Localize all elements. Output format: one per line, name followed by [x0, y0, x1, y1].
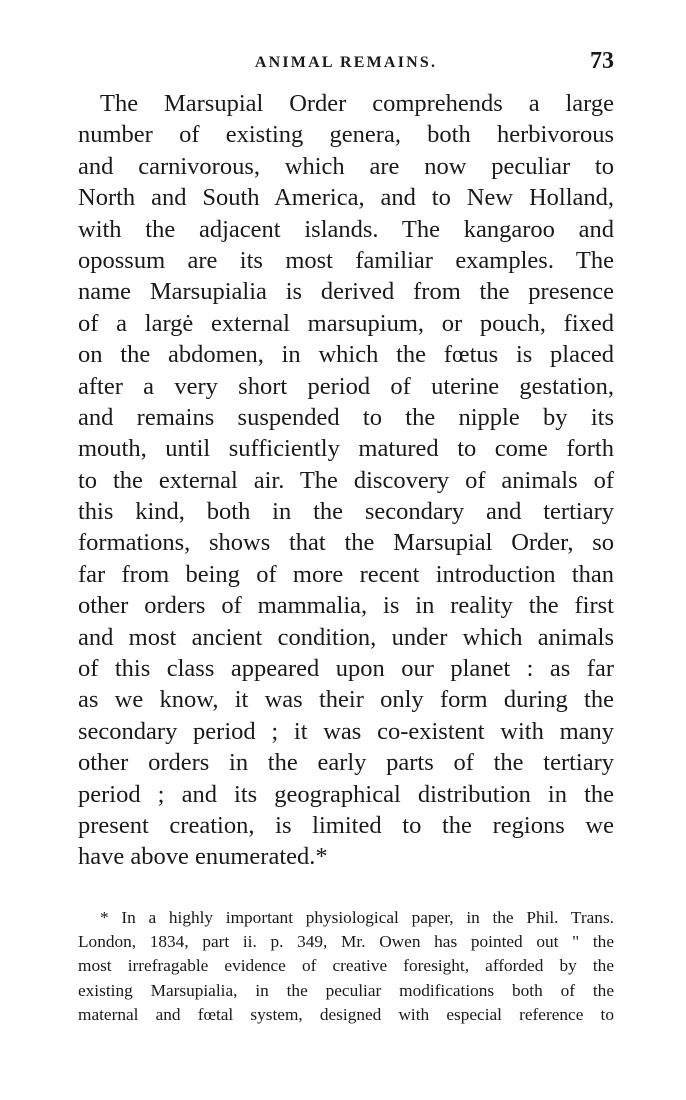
footnote-line: most irrefragable evidence of creative foresight, afforded by the [78, 956, 614, 976]
body-line: other orders in the early parts of the tertiary [78, 749, 614, 777]
body-line: and carnivorous, which are now peculiar to [78, 152, 614, 180]
body-line: name Marsupialia is derived from the presence [78, 278, 614, 306]
body-line: The Marsupial Order comprehends a large [100, 90, 614, 117]
body-line: present creation, is limited to the regions we [78, 811, 614, 839]
body-line: far from being of more recent introduction than [78, 560, 614, 588]
body-line: North and South America, and to New Holland, [78, 184, 614, 212]
body-paragraph [78, 88, 614, 873]
footnote [78, 906, 614, 1027]
footnote-line: London, 1834, part ii. p. 349, Mr. Owen has pointed out " the [78, 932, 614, 952]
footnote-line: * In a highly important physiological paper, in the Phil. Trans. [100, 908, 614, 927]
body-line: this kind, both in the secondary and tertiary [78, 498, 614, 526]
body-line: to the external air. The discovery of animals of [78, 466, 614, 494]
running-head [78, 48, 614, 78]
body-line: secondary period ; it was co-existent with many [78, 717, 614, 745]
body-line: formations, shows that the Marsupial Order, so [78, 529, 614, 557]
body-line: of a largė external marsupium, or pouch, fixed [78, 309, 614, 337]
body-line: with the adjacent islands. The kangaroo and [78, 215, 614, 243]
body-line: mouth, until sufficiently matured to come forth [78, 435, 614, 463]
running-title: ANIMAL REMAINS. [254, 54, 438, 71]
body-line: have above enumerated.* [78, 843, 328, 871]
body-line: other orders of mammalia, is in reality the first [78, 592, 614, 620]
footnote-line: existing Marsupialia, in the peculiar modifications both of the [78, 980, 614, 1000]
body-line: as we know, it was their only form during the [78, 686, 614, 714]
body-line: on the abdomen, in which the fœtus is placed [78, 341, 614, 369]
body-line: number of existing genera, both herbivorous [78, 121, 614, 149]
body-line: opossum are its most familiar examples. The [78, 246, 614, 274]
body-line: period ; and its geographical distribution in the [78, 780, 614, 808]
body-line: and most ancient condition, under which animals [78, 623, 614, 651]
body-line: and remains suspended to the nipple by its [78, 403, 614, 431]
footnote-line: maternal and fœtal system, designed with especial reference to [78, 1004, 614, 1024]
body-line: of this class appeared upon our planet : as far [78, 655, 614, 683]
page-number: 73 [590, 48, 614, 74]
body-line: after a very short period of uterine gestation, [78, 372, 614, 400]
